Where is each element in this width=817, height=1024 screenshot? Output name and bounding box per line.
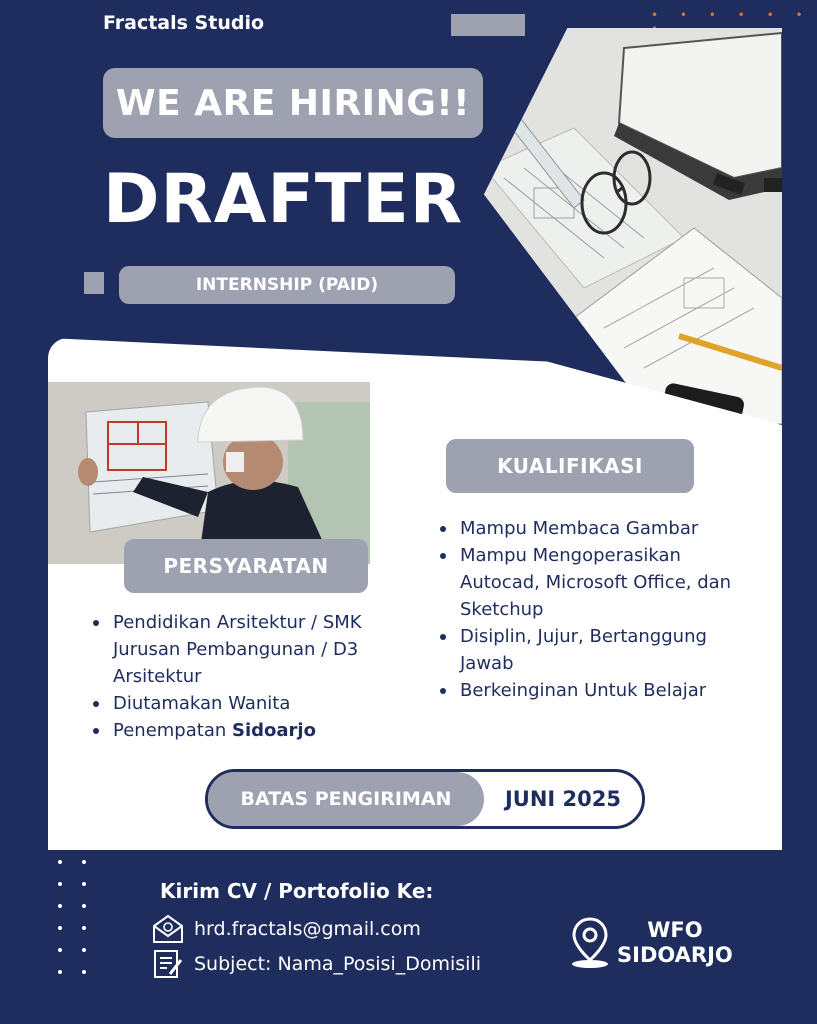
hiring-banner: WE ARE HIRING!!: [103, 68, 483, 138]
work-city: SIDOARJO: [617, 943, 733, 967]
employment-type-badge: INTERNSHIP (PAID): [119, 266, 455, 304]
studio-name: Fractals Studio: [103, 12, 265, 34]
deadline-label: BATAS PENGIRIMAN: [208, 772, 484, 826]
email-subject-format: Subject: Nama_Posisi_Domisili: [194, 953, 482, 975]
location-pin-icon: [569, 916, 611, 974]
placement-prefix: Penempatan: [113, 720, 232, 741]
email-address[interactable]: hrd.fractals@gmail.com: [194, 918, 421, 940]
requirements-heading: PERSYARATAN: [124, 539, 368, 593]
email-row: [152, 914, 421, 944]
requirements-list: [91, 609, 411, 744]
list-item: Mampu Mengoperasikan Autocad, Microsoft Office, dan Sketchup: [438, 542, 758, 623]
decorative-square: [84, 272, 104, 294]
subject-row: [152, 948, 481, 980]
deadline-value: JUNI 2025: [504, 787, 621, 811]
contact-heading: Kirim CV / Portofolio Ke:: [160, 879, 434, 903]
decorative-bar: [451, 14, 525, 36]
list-item-placement: [91, 717, 411, 744]
work-mode: WFO: [647, 918, 703, 942]
position-title: DRAFTER: [103, 160, 464, 239]
qualifications-list: [438, 515, 758, 704]
document-icon: [152, 948, 184, 980]
list-item: Pendidikan Arsitektur / SMK Jurusan Pembangunan / D3 Arsitektur: [91, 609, 411, 690]
deadline-banner: [205, 769, 645, 829]
list-item: Berkeinginan Untuk Belajar: [438, 677, 758, 704]
envelope-icon: [152, 914, 184, 944]
work-location: [617, 918, 733, 968]
placement-city: Sidoarjo: [231, 720, 316, 741]
qualifications-heading: KUALIFIKASI: [446, 439, 694, 493]
list-item: Disiplin, Jujur, Bertanggung Jawab: [438, 623, 758, 677]
worker-photo: [48, 382, 370, 564]
decorative-dot-grid: [58, 860, 98, 980]
list-item: Mampu Membaca Gambar: [438, 515, 758, 542]
decorative-dots: • • • • • •: [651, 8, 812, 22]
list-item: Diutamakan Wanita: [91, 690, 411, 717]
